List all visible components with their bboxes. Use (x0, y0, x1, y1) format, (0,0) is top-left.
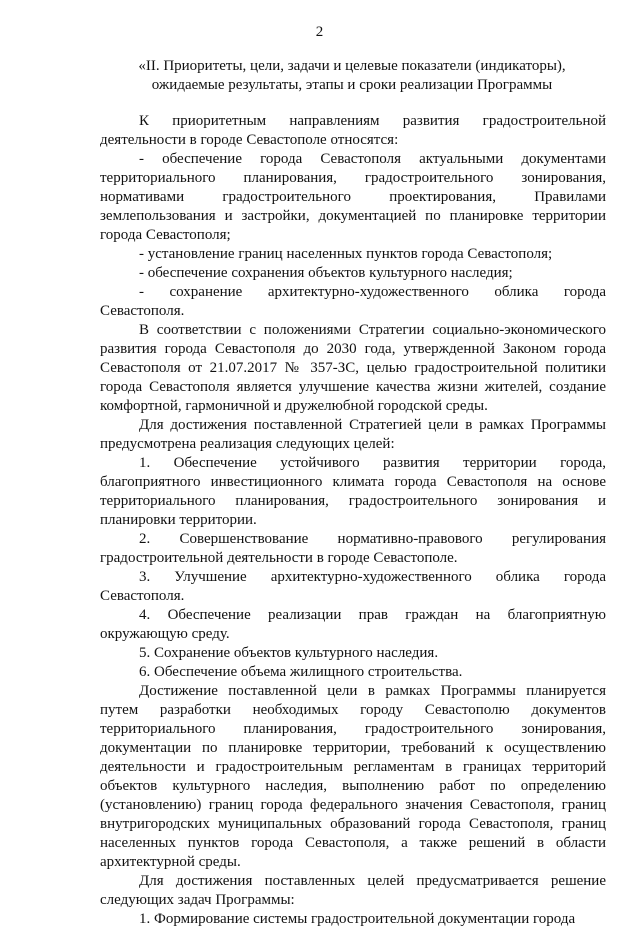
list-item: 5. Сохранение объектов культурного наследия. (139, 645, 439, 661)
list-item: - обеспечение города Севастополя актуальными документами территориального планирования, градостроительного зонирования, нормативами градостроительного проектирования, Правилами землепользования и застройки, документацией по планировке территории города Севастополя; (100, 151, 606, 243)
paragraph: К приоритетным направлениям развития градостроительной деятельности в городе Севастополе относятся: (100, 113, 606, 148)
paragraph: Для достижения поставленных целей предусматривается решение следующих задач Программы: (100, 873, 606, 908)
list-item: 3. Улучшение архитектурно-художественного облика города Севастополя. (100, 569, 606, 604)
list-item: - сохранение архитектурно-художественного облика города Севастополя. (100, 284, 606, 319)
section-heading (100, 57, 604, 95)
list-item: 2. Совершенствование нормативно-правового регулирования градостроительной деятельности в городе Севастополе. (100, 531, 606, 566)
list-item: - установление границ населенных пунктов города Севастополя; (139, 246, 553, 262)
paragraph: Для достижения поставленной Стратегией цели в рамках Программы предусмотрена реализация следующих целей: (100, 417, 606, 452)
list-item: 1. Обеспечение устойчивого развития территории города, благоприятного инвестиционного климата города Севастополя на основе территориального планирования, градостроительного зонирования и планировки территории. (100, 455, 606, 528)
paragraph: В соответствии с положениями Стратегии социально-экономического развития города Севастополя до 2030 года, утвержденной Законом города Севастополя от 21.07.2017 № 357-ЗС, целью градостроительной политики города Севастополя является улучшение качества жизни жителей, создание комфортной, гармоничной и дружелюбной городской среды. (100, 322, 606, 414)
document-body (100, 112, 606, 929)
list-item: 1. Формирование системы градостроительной документации города (139, 911, 576, 927)
section-heading-line-1: «II. Приоритеты, цели, задачи и целевые показатели (индикаторы), (138, 58, 566, 74)
page-number: 2 (315, 24, 324, 40)
paragraph: Достижение поставленной цели в рамках Программы планируется путем разработки необходимых городу Севастополю документов территориального планирования, градостроительного зонирования, документации по планировке территории, требований к осуществлению деятельности и градостроительным регламентам в границах территорий объектов культурного наследия, выполнению работ по определению (установлению) границ города федерального значения Севастополя, границ внутригородских муниципальных образований города Севастополя, границ населенных пунктов города Севастополя, а также решений в области архитектурной среды. (100, 683, 606, 870)
list-item: - обеспечение сохранения объектов культурного наследия; (139, 265, 513, 281)
list-item: 4. Обеспечение реализации прав граждан на благоприятную окружающую среду. (100, 607, 606, 642)
list-item: 6. Обеспечение объема жилищного строительства. (139, 664, 463, 680)
section-heading-line-2: ожидаемые результаты, этапы и сроки реализации Программы (151, 77, 553, 93)
